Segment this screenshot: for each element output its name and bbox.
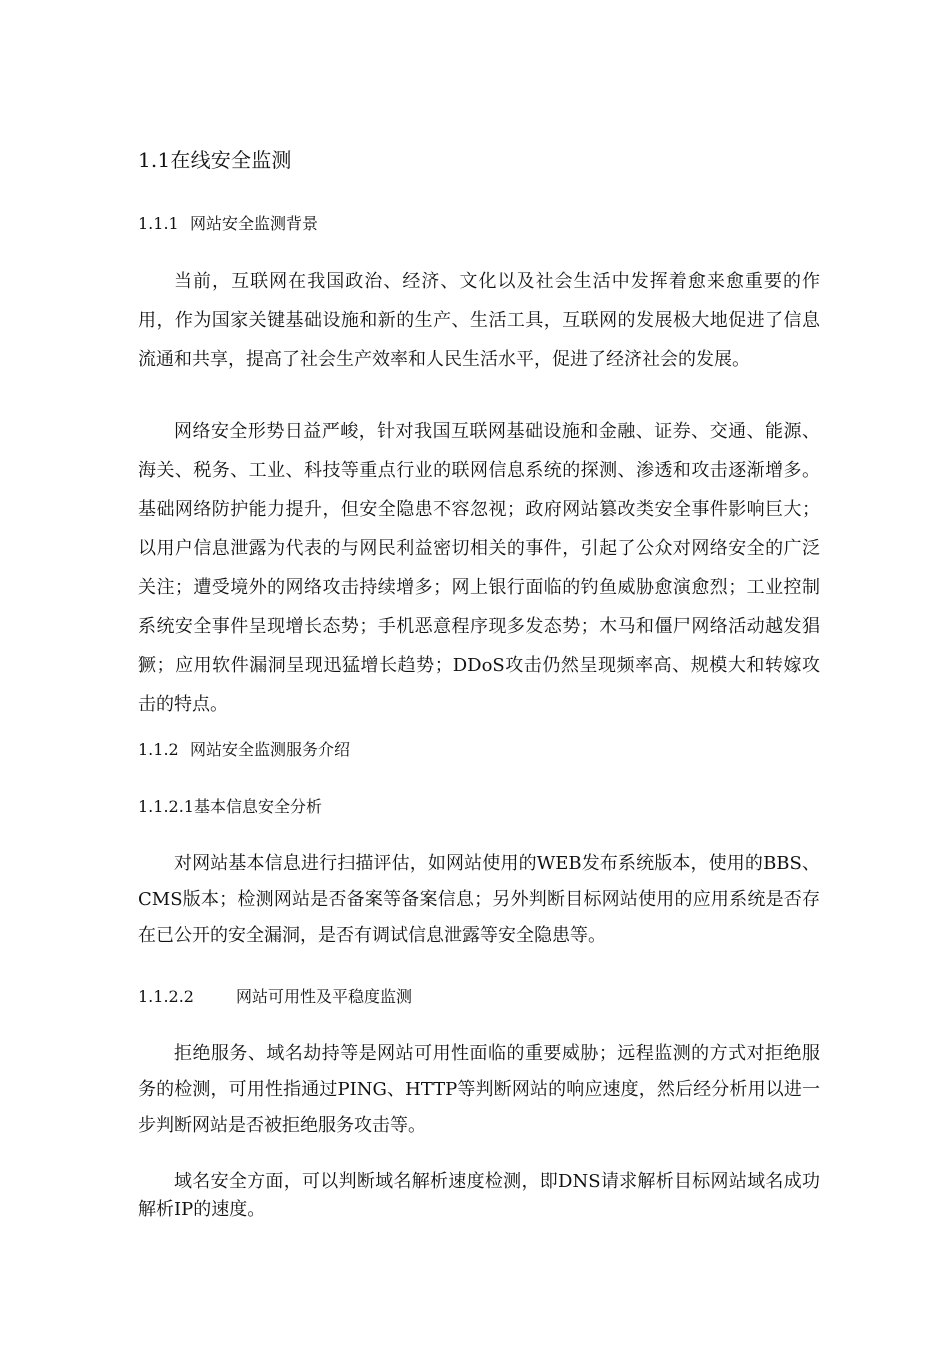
paragraph-basic-info-analysis: 对网站基本信息进行扫描评估，如网站使用的WEB发布系统版本，使用的BBS、CMS版本；检测网站是否备案等备案信息；另外判断目标网站使用的应用系统是否存在已公开的安全漏洞，是否有调试信息泄露等安全隐患等。 xyxy=(138,853,820,946)
subsection-heading-1-1-2-1: 1.1.2.1基本信息安全分析 xyxy=(138,797,322,816)
heading-title: 网站可用性及平稳度监测 xyxy=(236,987,413,1006)
subsection-heading-1-1-2-2 xyxy=(138,985,412,1009)
heading-title: 网站安全监测背景 xyxy=(190,214,319,233)
section-heading-1-1: 1.1在线安全监测 xyxy=(138,148,292,172)
paragraph-background-2: 网络安全形势日益严峻，针对我国互联网基础设施和金融、证券、交通、能源、海关、税务、工业、科技等重点行业的联网信息系统的探测、渗透和攻击逐渐增多。基础网络防护能力提升，但安全隐患不容忽视；政府网站篡改类安全事件影响巨大；以用户信息泄露为代表的与网民利益密切相关的事件，引起了公众对网络安全的广泛关注；遭受境外的网络攻击持续增多；网上银行面临的钓鱼威胁愈演愈烈；工业控制系统安全事件呈现增长态势；手机恶意程序现多发态势；木马和僵尸网络活动越发猖獗；应用软件漏洞呈现迅猛增长趋势；DDoS攻击仍然呈现频率高、规模大和转嫁攻击的特点。 xyxy=(138,421,820,715)
paragraph-background-1: 当前，互联网在我国政治、经济、文化以及社会生活中发挥着愈来愈重要的作用，作为国家关键基础设施和新的生产、生活工具，互联网的发展极大地促进了信息流通和共享，提高了社会生产效率和人民生活水平，促进了经济社会的发展。 xyxy=(138,271,820,370)
heading-title: 网站安全监测服务介绍 xyxy=(190,740,351,759)
heading-number: 1.1.1 xyxy=(138,214,179,233)
paragraph-availability-monitoring: 拒绝服务、域名劫持等是网站可用性面临的重要威胁；远程监测的方式对拒绝服务的检测，可用性指通过PING、HTTP等判断网站的响应速度，然后经分析用以进一步判断网站是否被拒绝服务攻击等。 xyxy=(138,1043,820,1136)
heading-number: 1.1.2 xyxy=(138,740,179,759)
paragraph-dns-security: 域名安全方面，可以判断域名解析速度检测，即DNS请求解析目标网站域名成功解析IP的速度。 xyxy=(138,1171,820,1220)
subsection-heading-1-1-2 xyxy=(138,738,350,762)
subsection-heading-1-1-1 xyxy=(138,212,318,236)
heading-number: 1.1.2.2 xyxy=(138,987,194,1006)
